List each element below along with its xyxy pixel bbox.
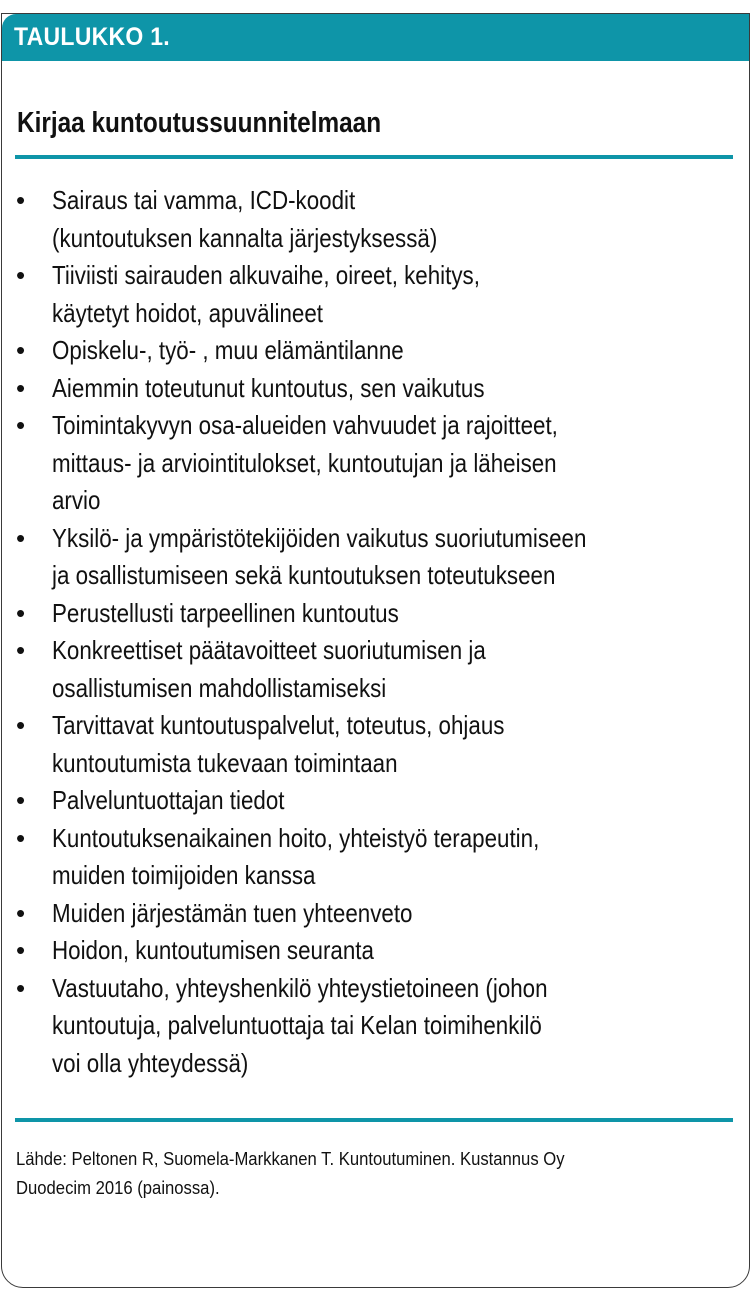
list-item-line: Vastuutaho, yhteyshenkilö yhteystietoineen (johon <box>52 972 548 1003</box>
list-item-line: Hoidon, kuntoutumisen seuranta <box>52 935 374 965</box>
list-item <box>16 820 736 895</box>
list-item <box>16 932 736 970</box>
list-item-line: Sairaus tai vamma, ICD-koodit <box>52 185 356 215</box>
list-item-line: Palveluntuottajan tiedot <box>52 785 285 815</box>
list-item-line: kuntoutumista tukevaan toimintaan <box>52 747 398 778</box>
list-item <box>16 782 736 820</box>
list-item-line: Kuntoutuksenaikainen hoito, yhteistyö terapeutin, <box>52 822 540 853</box>
list-item-line: kuntoutuja, palveluntuottaja tai Kelan toimihenkilö <box>52 1010 542 1040</box>
list-item-line: voi olla yhteydessä) <box>52 1047 249 1078</box>
list-item <box>16 182 736 257</box>
list-item-line: (kuntoutuksen kannalta järjestyksessä) <box>52 222 438 253</box>
bullet-icon: • <box>16 410 26 440</box>
bullet-icon: • <box>16 897 26 928</box>
list-item <box>16 520 736 595</box>
list-item <box>16 332 736 370</box>
list-item <box>16 407 736 520</box>
table-box <box>1 13 750 1288</box>
list-item-line: Tiiviisti sairauden alkuvaihe, oireet, kehitys, <box>52 260 480 290</box>
list-item-text <box>52 632 556 707</box>
list-item-text <box>52 595 455 633</box>
list-item-text <box>52 520 673 595</box>
source-note <box>16 1144 626 1202</box>
title-divider <box>15 155 733 159</box>
box-title: Kirjaa kuntoutussuunnitelmaan <box>17 107 382 139</box>
table-label: TAULUKKO 1. <box>14 23 170 51</box>
list-item-line: Konkreettiset päätavoitteet suoriutumisen ja <box>52 635 486 665</box>
list-item-line: Tarvittavat kuntoutuspalvelut, toteutus, ohjaus <box>52 710 505 740</box>
list-item <box>16 370 736 408</box>
source-line: Duodecim 2016 (painossa). <box>16 1177 220 1198</box>
list-item-text <box>52 407 640 520</box>
list-item-text <box>52 932 426 970</box>
source-line: Lähde: Peltonen R, Suomela-Markkanen T. Kuntoutuminen. Kustannus Oy <box>16 1148 565 1169</box>
list-item <box>16 632 736 707</box>
list-item <box>16 895 736 933</box>
bullet-icon: • <box>16 972 26 1003</box>
bullet-icon: • <box>16 185 26 215</box>
list-item-line: Muiden järjestämän tuen yhteenveto <box>52 897 413 928</box>
list-item-text <box>52 820 619 895</box>
bullet-icon: • <box>16 822 26 853</box>
list-item-text <box>52 182 500 257</box>
list-item-line: osallistumisen mahdollistamiseksi <box>52 672 387 703</box>
list-item <box>16 257 736 332</box>
header-band <box>2 14 749 61</box>
list-item <box>16 970 736 1083</box>
list-item-text <box>52 370 555 408</box>
list-item-text <box>52 895 471 933</box>
list-item-line: käytetyt hoidot, apuvälineet <box>52 297 323 328</box>
list-item <box>16 595 736 633</box>
bullet-icon: • <box>16 597 26 628</box>
list-item-line: Toimintakyvyn osa-alueiden vahvuudet ja rajoitteet, <box>52 410 558 440</box>
bullet-icon: • <box>16 372 26 403</box>
list-item-line: Yksilö- ja ympäristötekijöiden vaikutus suoriutumiseen <box>52 522 587 553</box>
list-item-line: Perustellusti tarpeellinen kuntoutus <box>52 597 399 628</box>
list-item-line: Opiskelu-, työ- , muu elämäntilanne <box>52 335 404 365</box>
source-divider <box>15 1118 733 1122</box>
list-item <box>16 707 736 782</box>
list-item-text <box>52 332 461 370</box>
list-item-line: muiden toimijoiden kanssa <box>52 860 316 890</box>
bullet-icon: • <box>16 710 26 740</box>
checklist <box>16 182 736 1082</box>
list-item-text <box>52 970 628 1083</box>
bullet-icon: • <box>16 635 26 665</box>
bullet-icon: • <box>16 335 26 365</box>
list-item-line: ja osallistumiseen sekä kuntoutuksen toteutukseen <box>52 560 556 590</box>
bullet-icon: • <box>16 935 26 965</box>
list-item-line: mittaus- ja arviointitulokset, kuntoutujan ja läheisen <box>52 447 557 478</box>
list-item-text <box>52 707 578 782</box>
list-item-line: arvio <box>52 485 101 515</box>
bullet-icon: • <box>16 522 26 553</box>
list-item-line: Aiemmin toteutunut kuntoutus, sen vaikutus <box>52 372 485 403</box>
list-item-text <box>52 257 550 332</box>
bullet-icon: • <box>16 260 26 290</box>
list-item-text <box>52 782 322 820</box>
bullet-icon: • <box>16 785 26 815</box>
